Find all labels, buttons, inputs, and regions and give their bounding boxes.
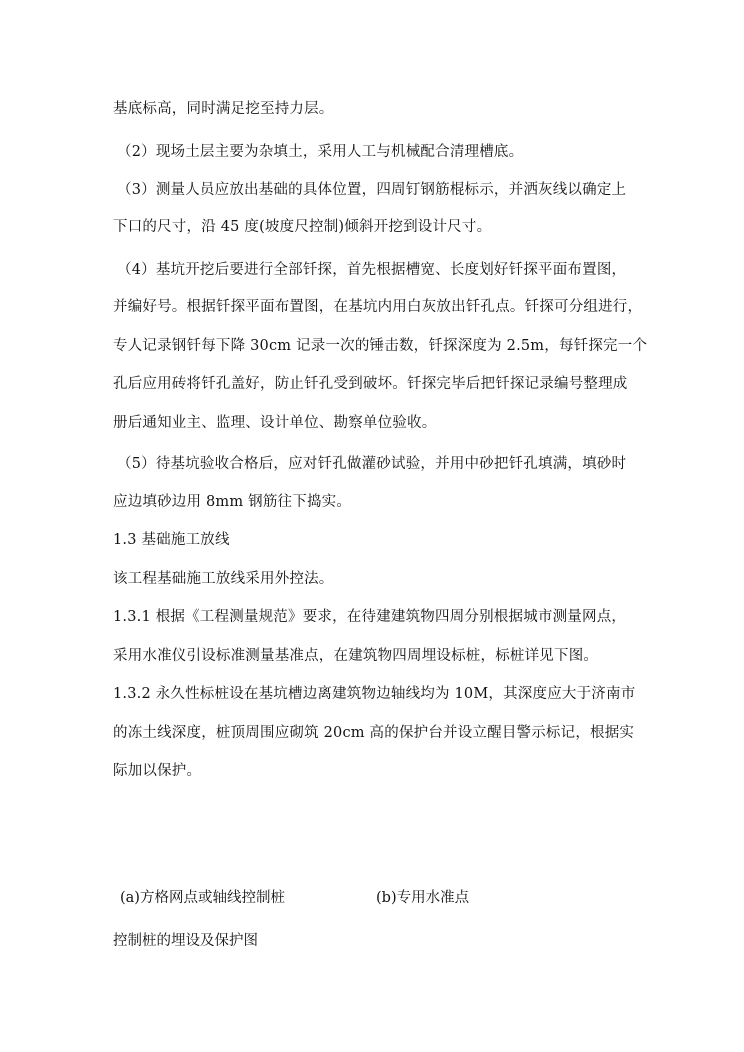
paragraph-1-3: 该工程基础施工放线采用外控法。 xyxy=(113,571,334,587)
paragraph-1-3-2-line-1: 1.3.2 永久性标桩设在基坑槽边离建筑物边轴线均为 10M，其深度应大于济南市 xyxy=(113,686,636,702)
paragraph-item-4-line-3: 专人记录钢钎每下降 30cm 记录一次的锤击数，钎探深度为 2.5m，每钎探完一个 xyxy=(113,338,648,354)
paragraph-line: 基底标高，同时满足挖至持力层。 xyxy=(113,101,334,117)
paragraph-item-3-line-2: 下口的尺寸，沿 45 度(坡度尺控制)倾斜开挖到设计尺寸。 xyxy=(113,219,492,235)
paragraph-item-4-line-1: （4）基坑开挖后要进行全部钎探，首先根据槽宽、长度划好钎探平面布置图， xyxy=(117,262,627,278)
paragraph-item-5-line-2: 应边填砂边用 8mm 钢筋往下捣实。 xyxy=(113,494,352,510)
paragraph-item-4-line-5: 册后通知业主、监理、设计单位、勘察单位验收。 xyxy=(113,415,437,431)
figure-caption-b: (b)专用水准点 xyxy=(376,890,470,906)
paragraph-item-3-line-1: （3）测量人员应放出基础的具体位置，四周钉钢筋棍标示，并洒灰线以确定上 xyxy=(117,182,627,198)
paragraph-1-3-1-line-1: 1.3.1 根据《工程测量规范》要求，在待建建筑物四周分别根据城市测量网点， xyxy=(113,609,627,625)
paragraph-item-4-line-4: 孔后应用砖将钎孔盖好，防止钎孔受到破坏。钎探完毕后把钎探记录编号整理成 xyxy=(113,376,628,392)
paragraph-1-3-2-line-3: 际加以保护。 xyxy=(113,763,202,779)
paragraph-item-2: （2）现场土层主要为杂填土，采用人工与机械配合清理槽底。 xyxy=(117,144,524,160)
figure-caption-a: (a)方格网点或轴线控制桩 xyxy=(120,890,285,906)
paragraph-1-3-1-line-2: 采用水准仪引设标准测量基准点，在建筑物四周埋设标桩，标桩详见下图。 xyxy=(113,648,599,664)
paragraph-item-4-line-2: 并编好号。根据钎探平面布置图，在基坑内用白灰放出钎孔点。钎探可分组进行， xyxy=(113,299,643,315)
paragraph-1-3-2-line-2: 的冻土线深度，桩顶周围应砌筑 20cm 高的保护台并设立醒目警示标记，根据实 xyxy=(113,725,635,741)
paragraph-item-5-line-1: （5）待基坑验收合格后，应对钎孔做灌砂试验，并用中砂把钎孔填满，填砂时 xyxy=(117,456,627,472)
figure-title: 控制桩的埋设及保护图 xyxy=(113,933,258,949)
section-heading-1-3: 1.3 基础施工放线 xyxy=(113,532,230,548)
